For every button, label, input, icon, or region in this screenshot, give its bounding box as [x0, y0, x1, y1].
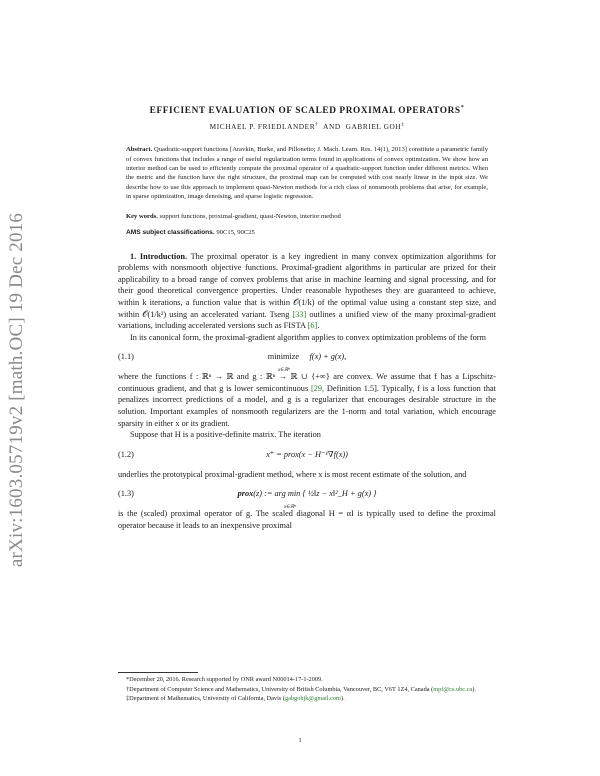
intro-p3-text-b: Definition 1.5]. Typically, f is a loss function that penalizes incorrect predictions of a model, and g is a regularizer that encourages desirable structure in the solution. Important examples of nonsmooth regularizers are the 1-norm and total variation, which encourage sparsity in either x or its gradient. [118, 383, 496, 428]
intro-paragraph-2: In its canonical form, the proximal-gradient algorithm applies to convex optimization problems of the form [130, 332, 486, 342]
footnote-3-end: ). [340, 695, 345, 703]
eq3-mid: (z) := arg min [253, 489, 301, 499]
equation-body [118, 449, 496, 461]
equation-body [118, 351, 496, 363]
equation-1-1 [118, 343, 496, 374]
eq3-rhs: { ½‖z − x‖²_H + g(x) } [302, 489, 377, 499]
page-number: 1 [298, 737, 302, 744]
footnote-3 [118, 695, 496, 704]
abstract [126, 145, 488, 201]
intro-paragraph-1 [118, 251, 496, 332]
intro-p1-end: . [317, 321, 320, 331]
eq1-subscript: x∈ℝⁿ [278, 367, 290, 374]
footnote-2 [118, 686, 496, 695]
ams-classification [126, 229, 488, 236]
ams-label: AMS subject classifications. [126, 228, 215, 236]
intro-paragraph-5: underlies the prototypical proximal-gradient method, where x is most recent estimate of the solution, and [118, 469, 467, 479]
equation-number: (1.2) [118, 449, 134, 459]
footnote-rule [118, 672, 198, 673]
eq2-rest: (x − H⁻¹∇f(x)) [298, 449, 348, 459]
author-friedlander: MICHAEL P. FRIEDLANDER [209, 122, 316, 132]
intro-p3-text: where the functions f : ℝⁿ → ℝ and g : ℝⁿ → ℝ ∪ {+∞} are convex. We assume that f has a Lipschitz-continuous gradient, and that g is lower semicontinuous [118, 372, 496, 393]
keywords-label: Key words. [126, 212, 158, 220]
keywords-text: support functions, proximal-gradient, quasi-Newton, interior method [159, 212, 341, 220]
section-heading: Introduction. [139, 251, 188, 261]
keywords [126, 212, 488, 221]
equation-1-2 [118, 441, 496, 469]
introduction-section [118, 251, 496, 532]
intro-paragraph-3 [118, 371, 496, 429]
abstract-label: Abstract. [126, 146, 153, 154]
footnote-2-end: ). [472, 685, 476, 693]
footnote-3-text: ‡Department of Mathematics, University of California, Davis ( [126, 695, 285, 703]
author-line [118, 122, 496, 131]
footnote-2-text: †Department of Computer Science and Mathematics, University of British Columbia, Vancouver, BC, V6T 1Z4, Canada ( [126, 685, 434, 693]
paper-title [118, 105, 496, 116]
intro-p1-text-b: outlines a unified view of the many proximal-gradient variations, including accelerated versions such as FISTA [118, 309, 496, 331]
footnote-1: *December 20, 2016. Research supported by ONR award N00014-17-1-2009. [126, 676, 323, 683]
intro-paragraph-6: is the (scaled) proximal operator of g. The scaled diagonal H = αI is typically used to define the proximal operator because it leads to an inexpensive proximal [118, 509, 496, 531]
arxiv-stamp [4, 190, 30, 590]
arxiv-stamp-text: arXiv:1603.05719v2 [math.OC] 19 Dec 2016 [6, 212, 27, 568]
citation-link[interactable]: [33] [292, 309, 307, 319]
author-goh: GABRIEL GOH [345, 122, 402, 132]
author-and: AND [323, 122, 341, 132]
equation-number: (1.1) [118, 352, 134, 362]
footnotes [118, 672, 496, 705]
title-footnote-mark: * [460, 105, 465, 111]
ams-text: 90C15, 90C25 [216, 228, 255, 236]
eq3-prox: prox [237, 489, 254, 499]
section-number: 1. [130, 251, 137, 261]
citation-link[interactable]: [29, [310, 383, 325, 393]
author1-mark: † [315, 122, 319, 128]
eq3-subscript: x∈ℝⁿ [284, 504, 296, 511]
intro-p1-text: The proximal operator is a key ingredient in many convex optimization algorithms for problems with nonsmooth objective functions. Proximal-gradient algorithms in particular are prized for their applicability to a broad range of convex problems that arise in machine learning and signal processing, and for their good theoretical convergence properties. Under reasonable hypotheses they are guaranteed to achieve, within k iterations, a function value that is within 𝒪(1/k) of the optimal value using a constant step size, and within 𝒪(1/k²) using an accelerated variant. Tseng [118, 251, 496, 319]
equation-body [118, 488, 496, 500]
email-link[interactable]: gabgohjk@gmail.com [284, 695, 341, 703]
paper-page [118, 105, 496, 532]
eq1-rhs: f(x) + g(x), [309, 352, 347, 362]
title-text: EFFICIENT EVALUATION OF SCALED PROXIMAL OPERATORS [149, 106, 461, 117]
equation-1-3 [118, 480, 496, 511]
citation-link[interactable]: [6] [307, 321, 318, 331]
author2-mark: ‡ [401, 122, 405, 128]
abstract-text: Quadratic-support functions [Aravkin, Burke, and Pillonetto; J. Mach. Learn. Res. 14(1), 2013] constitute a parametric family of convex functions that includes a range of useful regularization terms found in applications of convex optimization. We show how an interior method can be used to efficiently compute the proximal operator of a quadratic-support function under different metrics. When the metric and the function have the right structure, the proximal map can be computed with cost nearly linear in the input size. We describe how to use this approach to implement quasi-Newton methods for a rich class of nonsmooth problems that arise, for example, in sparse optimization, image denoising, and sparse logistic regression. [126, 146, 488, 201]
eq2-lhs: x⁺ = prox [266, 449, 299, 459]
equation-number: (1.3) [118, 489, 134, 499]
eq1-minimize: minimize [267, 352, 300, 362]
intro-paragraph-4: Suppose that H is a positive-definite matrix. The iteration [130, 430, 321, 440]
email-link[interactable]: mpf@cs.ubc.ca [433, 685, 473, 693]
